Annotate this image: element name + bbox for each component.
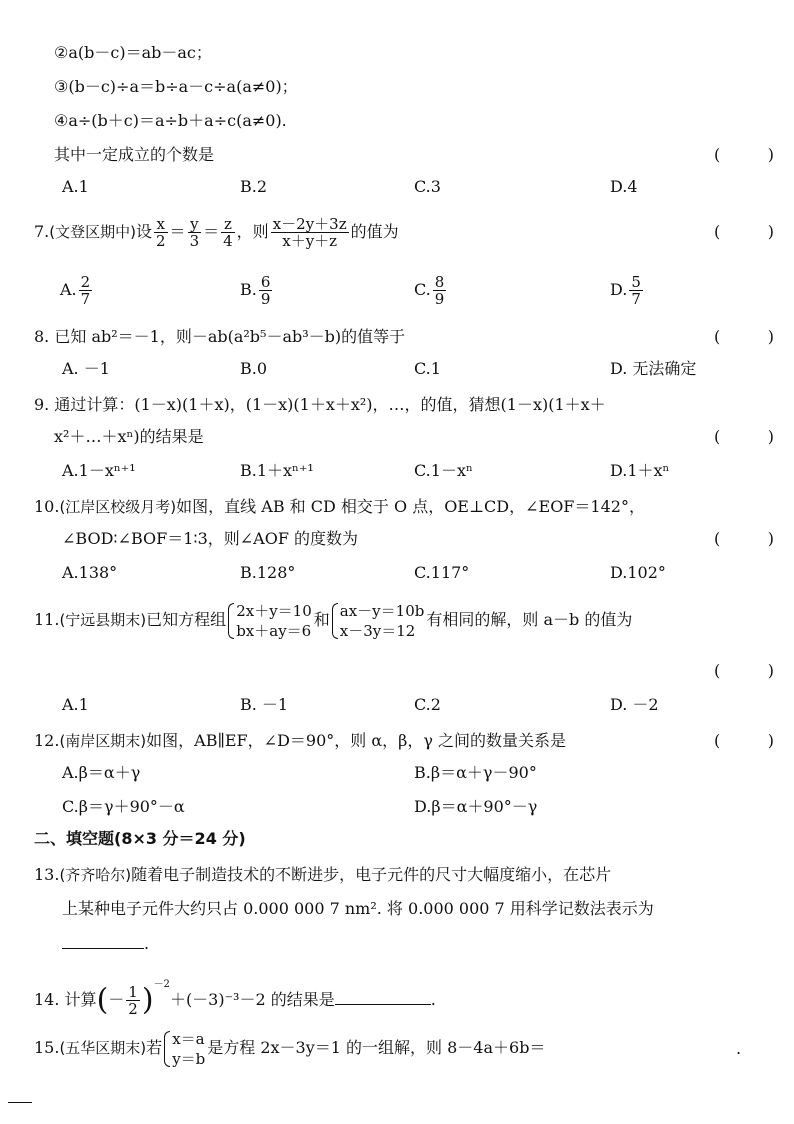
q10-line-1: 10.(江岸区校级月考)如图，直线 AB 和 CD 相交于 O 点，OE⊥CD，∠EOF＝142°， xyxy=(34,497,645,516)
fraction: $\frac{x-2y+3z}{x+y+z}$ xyxy=(272,215,347,250)
fraction: $\frac{1}{2}$ xyxy=(128,983,138,1018)
q7-option-c: C. $\frac{8}{9}$ xyxy=(414,273,445,308)
q13-line-2: 上某种电子元件大约只占 0.000 000 7 nm². 将 0.000 000 7 用科学记数法表示为 xyxy=(62,899,654,918)
equation-system: x＝a y＝b xyxy=(164,1029,205,1069)
q7-option-d: D. $\frac{5}{7}$ xyxy=(610,273,641,308)
q9-option-b: B.1＋xⁿ⁺¹ xyxy=(240,461,314,480)
q10-option-c: C.117° xyxy=(414,563,470,582)
q12-line: 12.(南岸区期末)如图，AB∥EF，∠D＝90°，则 α，β，γ 之间的数量关系是 xyxy=(34,731,567,750)
answer-blank[interactable] xyxy=(62,932,144,949)
q8-line: 8. 已知 ab²＝－1，则－ab(a²b⁵－ab³－b)的值等于 xyxy=(34,327,406,346)
q12-option-d: D.β＝α＋90°－γ xyxy=(414,797,538,816)
q7-option-a: A. $\frac{2}{7}$ xyxy=(60,273,91,308)
q10-option-a: A.138° xyxy=(62,563,118,582)
q11-option-d: D. －2 xyxy=(610,695,659,714)
q10-line-2: ∠BOD∶∠BOF＝1∶3，则∠AOF 的度数为 xyxy=(62,529,359,548)
page-edge-mark xyxy=(8,1102,32,1103)
q8-option-b: B.0 xyxy=(240,359,268,378)
answer-blank[interactable] xyxy=(335,988,431,1005)
q6-option-b: B.2 xyxy=(240,177,268,196)
q6-option-a: A.1 xyxy=(62,177,89,196)
q7-line: 7.(文登区期中)设 $\frac{x}{2}$ ＝ $\frac{y}{3}$ ＝ $\frac{z}{4}$ ，则 $\frac{x-2y+3z}{x+y+z}$ 的值为 xyxy=(34,215,399,250)
q6-option-d: D.4 xyxy=(610,177,638,196)
q9-option-c: C.1－xⁿ xyxy=(414,461,473,480)
q15-end: . xyxy=(736,1039,742,1058)
q10-option-b: B.128° xyxy=(240,563,296,582)
q9-option-a: A.1－xⁿ⁺¹ xyxy=(62,461,136,480)
q8-option-d: D. 无法确定 xyxy=(610,359,697,378)
q12-option-b: B.β＝α＋γ－90° xyxy=(414,763,537,782)
q11-option-c: C.2 xyxy=(414,695,441,714)
q9-line-2: x²＋…＋xⁿ)的结果是 xyxy=(54,427,204,446)
q9-line-1: 9. 通过计算：(1－x)(1＋x)，(1－x)(1＋x＋x²)，…，的值，猜想(1－x)(1＋x＋ xyxy=(34,395,606,414)
q8-option-a: A. －1 xyxy=(62,359,110,378)
equation-system-1: 2x＋y＝10 bx＋ay＝6 xyxy=(228,601,312,641)
q7-option-b: B. $\frac{6}{9}$ xyxy=(240,273,271,308)
q13-blank-line: . xyxy=(62,932,149,955)
q15-line: 15.(五华区期末)若 x＝a y＝b 是方程 2x－3y＝1 的一组解，则 8－4a＋6b＝ xyxy=(34,1029,546,1068)
equation-system-2: ax－y＝10b x－3y＝12 xyxy=(332,601,425,641)
q6-stem: 其中一定成立的个数是 xyxy=(54,145,215,164)
fraction: $\frac{x}{2}$ xyxy=(156,215,166,250)
q11-option-a: A.1 xyxy=(62,695,89,714)
q6-option-c: C.3 xyxy=(414,177,441,196)
q11-line: 11.(宁远县期末)已知方程组 2x＋y＝10 bx＋ay＝6 和 ax－y＝10b x－3y＝12 有相同的解，则 a－b 的值为 xyxy=(34,601,633,640)
q9-option-d: D.1＋xⁿ xyxy=(610,461,670,480)
q10-option-d: D.102° xyxy=(610,563,666,582)
q12-option-c: C.β＝γ＋90°－α xyxy=(62,797,185,816)
q8-option-c: C.1 xyxy=(414,359,441,378)
equation-3: ③(b－c)÷a＝b÷a－c÷a(a≠0)； xyxy=(54,77,298,96)
section-2-heading: 二、填空题(8×3 分＝24 分) xyxy=(34,829,246,848)
fraction: $\frac{y}{3}$ xyxy=(189,215,200,250)
q14-line: 14. 计算(－ $\frac{1}{2}$ )$^{-2}$＋(－3)⁻³－2 的结果是 . xyxy=(34,979,436,1018)
q12-option-a: A.β＝α＋γ xyxy=(62,763,141,782)
q11-option-b: B. －1 xyxy=(240,695,289,714)
fraction: $\frac{z}{4}$ xyxy=(223,215,233,250)
q13-line-1: 13.(齐齐哈尔)随着电子制造技术的不断进步，电子元件的尺寸大幅度缩小，在芯片 xyxy=(34,865,612,884)
equation-2: ②a(b－c)＝ab－ac； xyxy=(54,43,212,62)
equation-4: ④a÷(b＋c)＝a÷b＋a÷c(a≠0). xyxy=(54,111,287,130)
